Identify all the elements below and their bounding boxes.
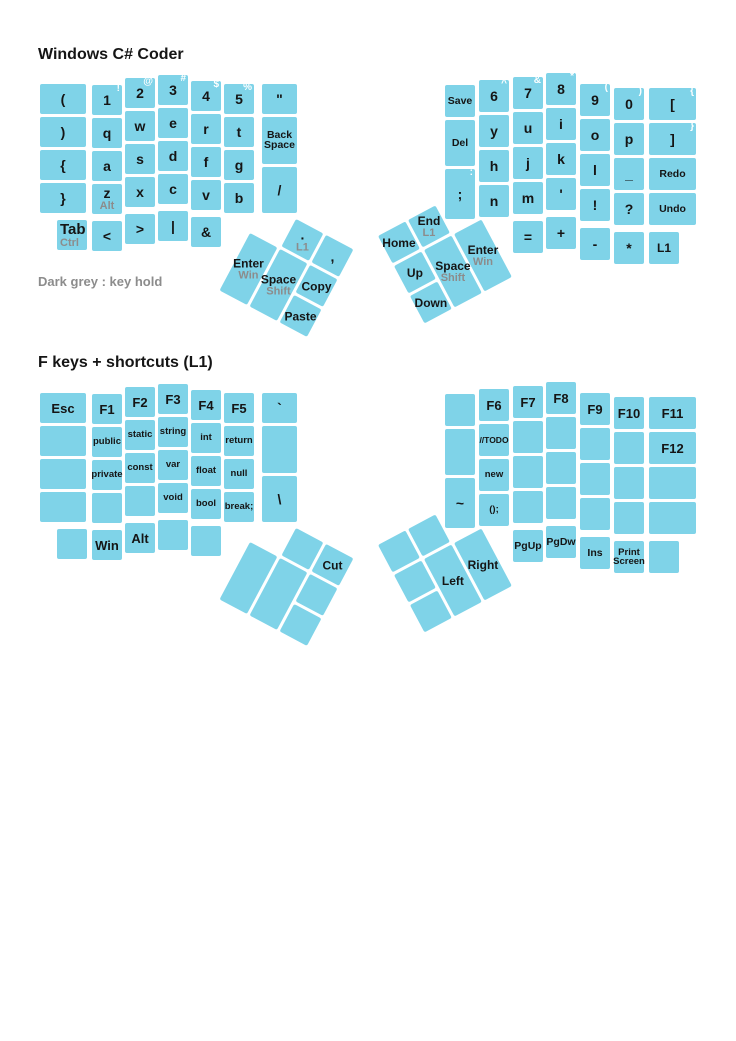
shift-symbol: $: [213, 79, 219, 90]
key-label: void: [163, 492, 183, 504]
key-void: [158, 483, 188, 513]
key-label: F8: [553, 390, 569, 406]
key-label: 6: [490, 88, 498, 104]
key-hold-label: L1: [296, 240, 309, 253]
key-blank: [546, 487, 576, 519]
key-label: Home: [382, 235, 416, 250]
key-label: Back Space: [264, 128, 295, 152]
key-label: -: [592, 236, 598, 252]
key-call-parens: [479, 494, 509, 526]
key-f8: [546, 382, 576, 414]
key-esc: [40, 393, 86, 423]
key-todo-comment: [479, 424, 509, 456]
key-label: break;: [224, 501, 254, 513]
key-blank: [57, 529, 87, 559]
key-f9: [580, 393, 610, 425]
key-label: F9: [587, 401, 603, 417]
key-blank: [262, 426, 297, 473]
key-label: 0: [625, 96, 633, 112]
key-label: private: [91, 469, 123, 481]
key-blank: [580, 463, 610, 495]
key-int: [191, 423, 221, 453]
hold-legend-note: Dark grey : key hold: [38, 274, 163, 289]
key-label: Esc: [51, 400, 75, 416]
key-label: r: [203, 121, 209, 137]
key-blank: [614, 502, 644, 534]
key-blank: [614, 467, 644, 499]
key-label: string: [159, 426, 187, 438]
key-label: ): [60, 124, 66, 140]
key-label: Undo: [659, 202, 686, 215]
key-label: (: [60, 91, 66, 107]
key-hold-label: Win: [472, 255, 493, 268]
key-label: var: [165, 459, 181, 471]
key-label: /: [277, 181, 282, 198]
key-blank: [513, 456, 543, 488]
key-label: Alt: [131, 530, 149, 546]
key-label: Tab: [60, 220, 86, 238]
key-label: 1: [103, 92, 111, 108]
key-label: null: [230, 468, 248, 480]
key-label: g: [234, 157, 244, 173]
key-label: Down: [414, 295, 448, 310]
key-f12: [649, 432, 696, 464]
key-label: 2: [136, 85, 144, 101]
key-label: PgDw: [546, 535, 576, 548]
key-return: [224, 426, 254, 456]
shift-symbol: ^: [501, 78, 507, 89]
key-blank: [546, 452, 576, 484]
layer0-title: Windows C# Coder: [38, 46, 184, 63]
key-label: Redo: [659, 167, 686, 180]
key-blank: [125, 486, 155, 516]
key-backslash: [262, 476, 297, 523]
shift-symbol: !: [116, 83, 120, 94]
key-blank: [580, 498, 610, 530]
shift-symbol: ): [638, 86, 642, 97]
key-label: public: [93, 436, 121, 448]
key-hold-label: Shift: [266, 284, 291, 297]
key-label: ,: [330, 247, 335, 264]
key-label: ": [276, 91, 283, 107]
key-label: 9: [591, 92, 599, 108]
key-label: l: [593, 162, 597, 178]
key-label: y: [490, 123, 498, 139]
key-label: Space: [260, 271, 297, 286]
key-label: Copy: [301, 278, 332, 293]
key-label: PgUp: [514, 539, 542, 552]
key-label: F10: [617, 405, 641, 421]
key-backtick: [262, 393, 297, 423]
thumb-cluster-left: [217, 512, 354, 651]
key-f7: [513, 386, 543, 418]
key-label: p: [624, 131, 634, 147]
key-label: F7: [520, 394, 536, 410]
key-label: h: [489, 158, 499, 174]
key-blank: [92, 493, 122, 523]
key-label: u: [523, 120, 533, 136]
key-label: i: [559, 116, 563, 132]
key-label: float: [195, 465, 217, 477]
key-label: =: [523, 229, 533, 245]
key-blank: [614, 432, 644, 464]
key-const: [125, 453, 155, 483]
key-label: F3: [165, 391, 181, 407]
key-label: 7: [524, 85, 532, 101]
key-label: {: [60, 157, 66, 173]
key-break: [224, 492, 254, 522]
key-label: Win: [95, 537, 119, 553]
key-label: k: [557, 151, 565, 167]
key-label: 5: [235, 91, 243, 107]
key-label: F12: [661, 440, 684, 456]
key-label: f: [203, 154, 209, 170]
key-alt: [125, 523, 155, 553]
key-label: Paste: [284, 308, 317, 323]
key-hold-label: Ctrl: [60, 236, 79, 249]
key-label: Right: [467, 557, 499, 572]
key-label: d: [168, 148, 178, 164]
key-label: F1: [99, 401, 115, 417]
key-f2: [125, 387, 155, 417]
key-static: [125, 420, 155, 450]
key-label: Up: [406, 265, 423, 280]
key-label: F4: [198, 397, 214, 413]
key-label: F5: [231, 400, 247, 416]
key-label: c: [169, 181, 177, 197]
key-label: 8: [557, 81, 565, 97]
key-blank: [40, 492, 86, 522]
key-pgdw: [546, 526, 576, 558]
key-label: ~: [455, 494, 465, 511]
key-label: \: [277, 490, 282, 507]
key-label: 4: [202, 88, 210, 104]
key-label: F11: [661, 405, 684, 421]
key-label: ]: [670, 131, 675, 147]
key-blank: [513, 421, 543, 453]
key-label: w: [134, 118, 146, 134]
key-blank: [445, 429, 475, 475]
key-blank: [40, 459, 86, 489]
key-label: b: [234, 190, 244, 206]
key-label: j: [526, 155, 530, 171]
key-f3: [158, 384, 188, 414]
shift-symbol: %: [243, 82, 252, 93]
shift-symbol: :: [469, 167, 473, 178]
key-label: v: [202, 187, 210, 203]
key-blank: [649, 502, 696, 534]
key-blank: [580, 428, 610, 460]
key-blank: [280, 604, 322, 646]
key-label: <: [102, 228, 112, 244]
key-label: t: [236, 124, 242, 140]
key-label: ();: [489, 504, 499, 516]
key-label: const: [127, 462, 153, 474]
key-label: !: [592, 197, 598, 213]
key-blank: [191, 526, 221, 556]
key-blank: [649, 541, 679, 573]
key-label: F2: [132, 394, 148, 410]
key-label: ?: [624, 201, 634, 217]
key-label: `: [277, 400, 282, 416]
key-label: >: [135, 221, 145, 237]
key-var: [158, 450, 188, 480]
key-label: x: [136, 184, 144, 200]
key-f11: [649, 397, 696, 429]
shift-symbol: {: [690, 86, 694, 97]
key-tilde: [445, 478, 475, 528]
key-label: F6: [486, 397, 502, 413]
key-float: [191, 456, 221, 486]
shift-symbol: }: [690, 121, 694, 132]
key-blank: [649, 467, 696, 499]
key-label: L1: [656, 241, 671, 255]
key-label: bool: [195, 498, 217, 510]
key-label: Enter: [467, 242, 499, 257]
key-label: s: [136, 151, 144, 167]
key-label: int: [200, 432, 212, 444]
shift-symbol: *: [570, 71, 574, 82]
key-label: .: [300, 225, 305, 242]
key-label: //TODO: [479, 434, 509, 445]
key-label: |: [171, 218, 175, 234]
key-private: [92, 460, 122, 490]
key-label: Save: [447, 94, 473, 107]
key-blank: [546, 417, 576, 449]
key-label: End: [417, 213, 441, 228]
key-string: [158, 417, 188, 447]
key-new: [479, 459, 509, 491]
key-blank: [158, 520, 188, 550]
key-hold-label: Win: [238, 268, 259, 281]
key-label: o: [590, 127, 600, 143]
key-f4: [191, 390, 221, 420]
key-hold-label: Shift: [440, 271, 466, 284]
key-f5: [224, 393, 254, 423]
key-label: m: [521, 190, 535, 206]
key-label: q: [102, 125, 112, 141]
key-blank: [40, 426, 86, 456]
key-print-screen: [614, 541, 644, 573]
key-null: [224, 459, 254, 489]
key-label: z: [103, 185, 111, 201]
key-public: [92, 427, 122, 457]
layer1-title: F keys + shortcuts (L1): [38, 354, 213, 371]
key-label: ;: [457, 185, 463, 202]
key-label: +: [556, 225, 566, 241]
key-f10: [614, 397, 644, 429]
key-label: [: [670, 96, 675, 112]
key-label: Space: [435, 258, 471, 273]
shift-symbol: &: [533, 75, 541, 86]
key-label: return: [225, 435, 253, 447]
key-pgup: [513, 530, 543, 562]
key-label: Ins: [587, 546, 603, 559]
key-label: }: [60, 190, 66, 206]
key-label: Del: [451, 136, 469, 149]
key-hold-label: L1: [422, 226, 436, 239]
key-label: static: [127, 429, 153, 441]
key-bool: [191, 489, 221, 519]
key-label: a: [103, 158, 111, 174]
key-ins: [580, 537, 610, 569]
key-label: ': [559, 186, 563, 202]
key-label: new: [484, 469, 504, 481]
key-label: _: [625, 166, 633, 182]
key-label: 3: [169, 82, 177, 98]
key-label: Enter: [233, 255, 264, 270]
shift-symbol: (: [604, 82, 608, 93]
key-hold-label: Alt: [99, 200, 115, 212]
key-blank: [513, 491, 543, 523]
key-label: Left: [441, 573, 464, 588]
key-win: [92, 530, 122, 560]
key-blank: [445, 394, 475, 426]
key-f1: [92, 394, 122, 424]
shift-symbol: @: [143, 76, 153, 87]
key-label: n: [489, 193, 499, 209]
shift-symbol: #: [180, 73, 186, 84]
key-f6: [479, 389, 509, 421]
key-label: e: [169, 115, 177, 131]
key-label: Cut: [322, 557, 343, 572]
key-label: Print Screen: [613, 546, 645, 567]
key-label: *: [626, 240, 632, 256]
key-label: &: [200, 224, 212, 240]
